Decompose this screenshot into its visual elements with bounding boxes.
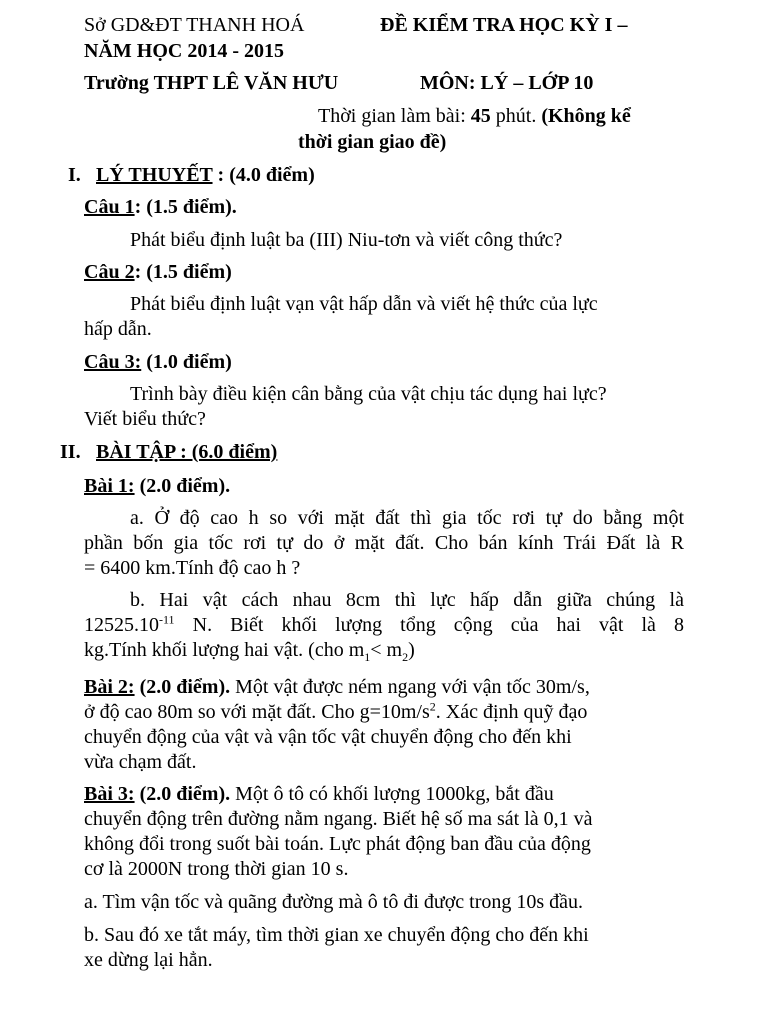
section-1-heading: LÝ THUYẾT : (4.0 điểm) (96, 164, 315, 186)
exercise-3: Bài 3: (2.0 điểm). Một ô tô có khối lượng 1000kg, bắt đầu chuyển động trên đường nằm ngang. Biết hệ số ma sát là 0,1 và không đổi trong suốt bài toán. Lực phát động ban đầu của động cơ là 2000N trong thời gian 10 s. (84, 783, 593, 880)
exercise-1-heading: Bài 1: (2.0 điểm). (84, 475, 231, 497)
time-line: Thời gian làm bài: 45 phút. (Không kể (318, 105, 631, 127)
school-name: Trường THPT LÊ VĂN HƯU (84, 72, 339, 94)
question-1-text: Phát biểu định luật ba (III) Niu-tơn và viết công thức? (130, 229, 563, 251)
department-label: Sở GD&ĐT THANH HOÁ (84, 14, 305, 36)
question-3-heading: Câu 3: (1.0 điểm) (84, 351, 232, 373)
exercise-3a: a. Tìm vận tốc và quãng đường mà ô tô đi được trong 10s đầu. (84, 891, 584, 913)
question-1-heading: Câu 1: (1.5 điểm). (84, 196, 237, 218)
exercise-2: Bài 2: (2.0 điểm). Một vật được ném ngang với vận tốc 30m/s, ở độ cao 80m so với mặt đất. Cho $g=10m/s^2$. Xác định quỹ đạo chuyển động của vật và vận tốc vật chuyển động cho đến khi vừa chạm đất. (84, 676, 590, 773)
section-2-number: II. (60, 441, 81, 463)
time-note: thời gian giao đề) (298, 131, 447, 153)
exercise-1a: a. Ở độ cao h so với mặt đất thì gia tốc rơi tự do bằng một phần bốn gia tốc rơi tự do ở mặt đất. Cho bán kính Trái Đất là R = 6400 km.Tính độ cao h ? (84, 507, 684, 579)
exercise-1b: b. Hai vật cách nhau 8cm thì lực hấp dẫn giữa chúng là $12525.10^{-11}$ N. Biết khối lượng tổng cộng của hai vật là 8 kg.Tính khối lượng hai vật. (cho $m_1< m_2$) (84, 589, 684, 664)
question-3-text-line-2: Viết biểu thức? (84, 408, 206, 430)
exam-title: ĐỀ KIỂM TRA HỌC KỲ I – (380, 14, 628, 36)
exercise-3b: b. Sau đó xe tắt máy, tìm thời gian xe chuyển động cho đến khi xe dừng lại hẳn. (84, 924, 589, 971)
section-1-number: I. (68, 164, 81, 186)
question-2-heading: Câu 2: (1.5 điểm) (84, 261, 232, 283)
section-2-heading: BÀI TẬP : (6.0 điểm) (96, 441, 278, 463)
school-year: NĂM HỌC 2014 - 2015 (84, 40, 284, 62)
question-2-text-line-2: hấp dẫn. (84, 318, 152, 340)
question-2-text-line-1: Phát biểu định luật vạn vật hấp dẫn và viết hệ thức của lực (130, 293, 598, 315)
subject-label: MÔN: LÝ – LỚP 10 (420, 72, 594, 94)
question-3-text-line-1: Trình bày điều kiện cân bằng của vật chịu tác dụng hai lực? (130, 383, 607, 405)
